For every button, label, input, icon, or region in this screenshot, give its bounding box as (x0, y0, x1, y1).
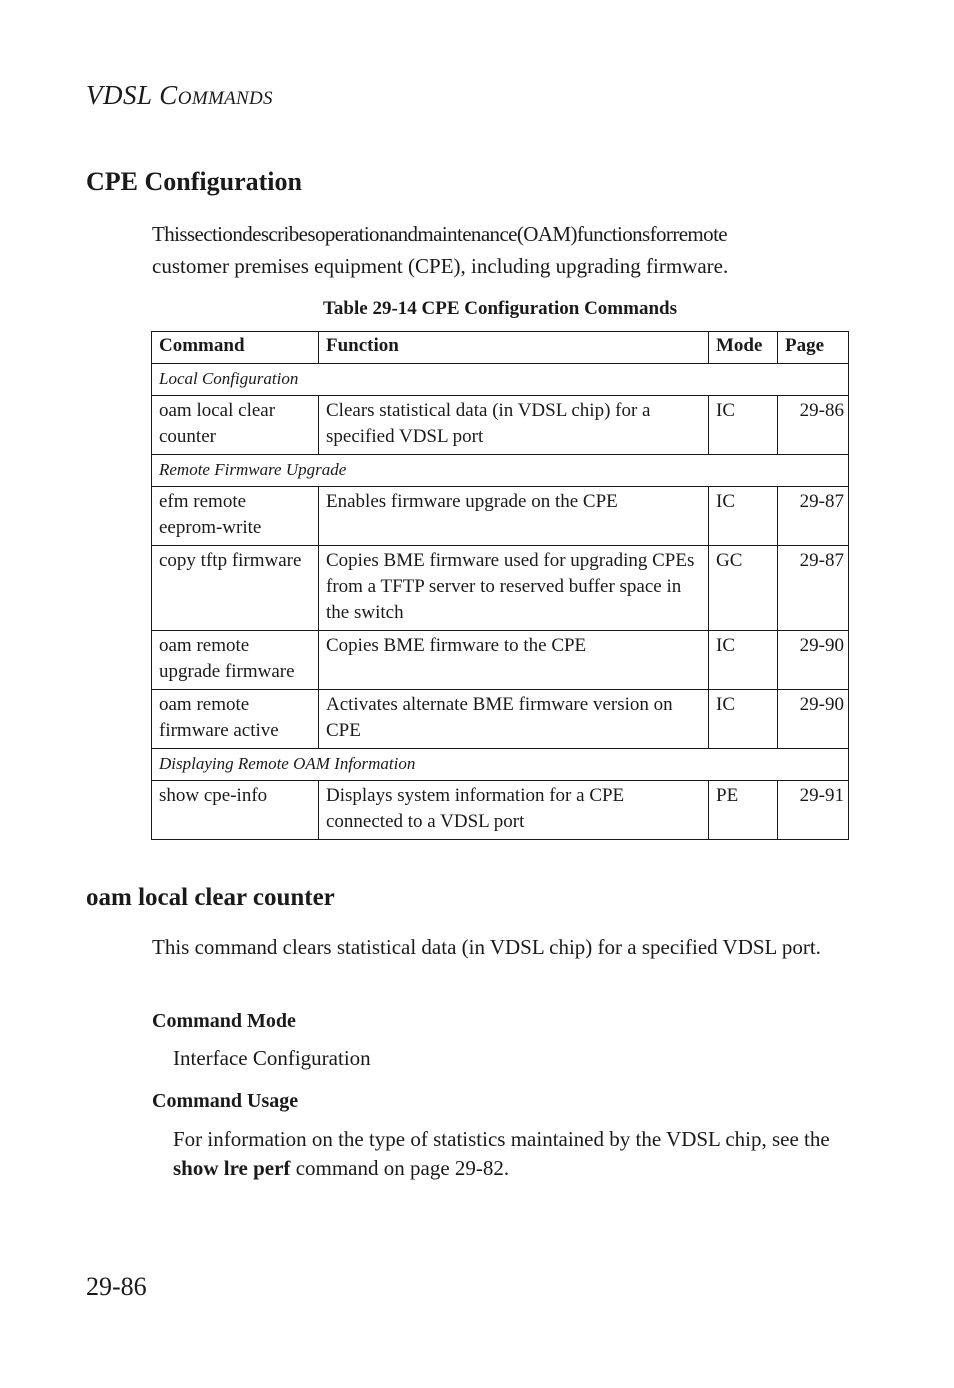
intro-line-2: customer premises equipment (CPE), including upgrading firmware. (152, 254, 729, 278)
cell-function: Activates alternate BME firmware version on CPE (319, 690, 709, 749)
table-row (152, 781, 849, 840)
table-caption: Table 29-14 CPE Configuration Commands (322, 298, 677, 319)
cpe-commands-table (151, 331, 849, 840)
table-header-row (152, 332, 849, 364)
header-command: Command (152, 332, 319, 364)
cell-function: Enables firmware upgrade on the CPE (319, 487, 709, 546)
section-displaying-remote-oam: Displaying Remote OAM Information (152, 749, 849, 781)
command-mode-label: Command Mode (152, 1010, 296, 1032)
header-prefix: VDSL (86, 80, 160, 110)
running-header (86, 80, 273, 111)
header-page: Page (778, 332, 849, 364)
table-row (152, 546, 849, 631)
cell-mode: IC (709, 487, 778, 546)
command-description: This command clears statistical data (in VDSL chip) for a specified VDSL port. (152, 935, 821, 959)
cell-function: Copies BME firmware to the CPE (319, 631, 709, 690)
cell-page: 29-86 (778, 396, 849, 455)
cell-function: Clears statistical data (in VDSL chip) for a specified VDSL port (319, 396, 709, 455)
cell-command: efm remote eeprom-write (152, 487, 319, 546)
usage-prefix: For information on the type of statistics maintained by the VDSL chip, see the (173, 1127, 830, 1151)
cell-page: 29-90 (778, 631, 849, 690)
cell-page: 29-90 (778, 690, 849, 749)
header-mode: Mode (709, 332, 778, 364)
cell-page: 29-87 (778, 487, 849, 546)
cell-function: Copies BME firmware used for upgrading CPEs from a TFTP server to reserved buffer space in the switch (319, 546, 709, 631)
page-number: 29-86 (86, 1272, 147, 1301)
table-section-row (152, 749, 849, 781)
table-row (152, 631, 849, 690)
header-smallcaps: OMMANDS (177, 88, 273, 109)
cell-mode: IC (709, 396, 778, 455)
section-title: CPE Configuration (86, 167, 302, 196)
table-row (152, 487, 849, 546)
cell-mode: PE (709, 781, 778, 840)
section-remote-firmware-upgrade: Remote Firmware Upgrade (152, 455, 849, 487)
cell-mode: IC (709, 690, 778, 749)
usage-command-reference: show lre perf (173, 1156, 291, 1180)
command-title: oam local clear counter (86, 884, 335, 911)
cell-command: show cpe-info (152, 781, 319, 840)
table-row (152, 396, 849, 455)
cell-mode: IC (709, 631, 778, 690)
cell-mode: GC (709, 546, 778, 631)
usage-suffix: command on page 29-82. (290, 1156, 510, 1180)
command-mode-value: Interface Configuration (173, 1046, 371, 1070)
cell-command: oam local clear counter (152, 396, 319, 455)
intro-line-1: Thissectiondescribesoperationandmaintenance(OAM)functionsforremote (152, 222, 728, 246)
cell-function: Displays system information for a CPE connected to a VDSL port (319, 781, 709, 840)
cell-page: 29-91 (778, 781, 849, 840)
table-row (152, 690, 849, 749)
cell-command: oam remote upgrade firmware (152, 631, 319, 690)
cell-command: oam remote firmware active (152, 690, 319, 749)
command-usage-label: Command Usage (152, 1090, 299, 1112)
section-local-configuration: Local Configuration (152, 364, 849, 396)
table-section-row (152, 364, 849, 396)
cell-command: copy tftp firmware (152, 546, 319, 631)
table-section-row (152, 455, 849, 487)
cell-page: 29-87 (778, 546, 849, 631)
header-cap: C (159, 80, 178, 110)
header-function: Function (319, 332, 709, 364)
command-usage-text (173, 1125, 853, 1183)
intro-paragraph (152, 218, 846, 282)
